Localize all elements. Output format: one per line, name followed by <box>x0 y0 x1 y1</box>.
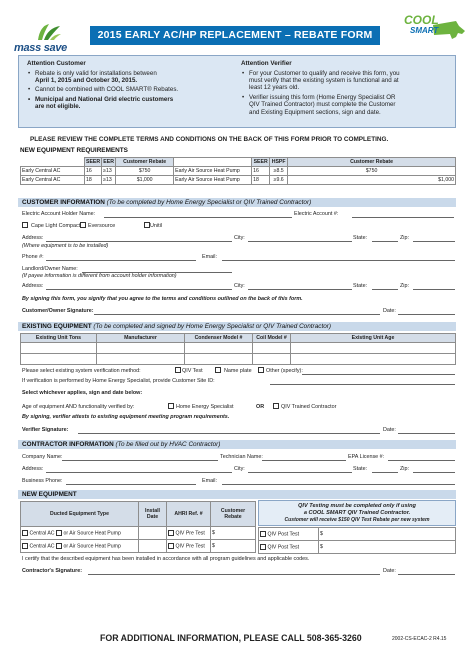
contractor-city-field[interactable] <box>248 472 352 473</box>
leaf-icon <box>36 22 62 42</box>
table-cell: $750 <box>116 167 174 176</box>
attention-item: • Cannot be combined with COOL SMART® Rebates. <box>27 86 227 93</box>
address-label: Address: <box>22 235 44 241</box>
attention-item: • Verifier issuing this form (Home Energy Specialist OR QIV Trained Contractor) must complete the Customer and Existing Equipment sections, sign and date. <box>241 94 453 116</box>
contractor-certify: I certify that the described equipment has been installed in accordance with all program guidelines and applicable codes. <box>22 556 310 562</box>
table-row[interactable] <box>21 343 456 354</box>
qiv-test-label: QIV Test <box>182 368 203 374</box>
verifier-date-field[interactable] <box>398 433 455 434</box>
attention-customer <box>27 60 227 111</box>
existing-equipment-table <box>20 333 456 365</box>
cool-logo-text: COOL <box>404 13 439 27</box>
table-header: EER <box>103 158 114 165</box>
contractor-date-label: Date: <box>383 568 396 574</box>
qiv-post-test-cell[interactable]: QIV Post Test <box>259 528 319 541</box>
table-row <box>21 176 456 185</box>
table-cell: 16 <box>252 167 270 176</box>
nameplate-label: Name plate <box>224 368 252 374</box>
or-label: OR <box>256 404 265 410</box>
zip2-label: Zip: <box>400 283 409 289</box>
eversource-checkbox[interactable] <box>80 222 86 228</box>
install-date-cell[interactable] <box>139 527 167 540</box>
mass-save-logo <box>14 22 84 58</box>
contractor-address-field[interactable] <box>46 472 232 473</box>
table-cell: 16 <box>85 167 102 176</box>
table-cell: ≥13 <box>102 176 116 185</box>
qiv-post-test-cell[interactable]: QIV Post Test <box>259 541 319 554</box>
verifier-certify: By signing, verifier attests to existing equipment meeting program requirements. <box>22 414 230 420</box>
table-cell: ≥9.6 <box>270 176 288 185</box>
age-verified-label: Age of equipment AND functionality verified by: <box>22 404 135 410</box>
verifier-date-label: Date: <box>383 427 396 433</box>
email-field[interactable] <box>222 260 455 261</box>
cape-light-label: Cape Light Compact <box>31 223 81 229</box>
site-id-label: If verification is performed by Home Energy Specialist, provide Customer Site ID: <box>22 378 215 384</box>
hes-checkbox[interactable] <box>168 403 174 409</box>
table-cell: ≥13 <box>102 167 116 176</box>
table-cell: $1,000 <box>116 176 174 185</box>
phone-field[interactable] <box>46 260 196 261</box>
table-row <box>259 541 456 554</box>
business-phone-label: Business Phone: <box>22 478 63 484</box>
smart-logo-text: SMART <box>410 26 439 35</box>
nameplate-checkbox[interactable] <box>215 367 221 373</box>
attention-panel <box>18 55 456 128</box>
technician-field[interactable] <box>262 460 346 461</box>
requirements-heading: NEW EQUIPMENT REQUIREMENTS <box>20 147 128 154</box>
zip-field[interactable] <box>413 241 455 242</box>
customer-signature-label: Customer/Owner Signature: <box>22 308 94 314</box>
table-header: Coil Model # <box>253 334 291 343</box>
verification-method-label: Please select existing system verification method: <box>22 368 141 374</box>
install-date-cell[interactable] <box>139 540 167 553</box>
customer-certify: By signing this form, you signify that you agree to the terms and conditions outlined on the back of this form. <box>22 296 303 302</box>
other-specify-field[interactable] <box>302 374 455 375</box>
table-header: AHRI Ref. # <box>167 502 211 527</box>
state-field[interactable] <box>372 241 398 242</box>
additional-info-footer: FOR ADDITIONAL INFORMATION, PLEASE CALL 508-365-3260 <box>100 633 362 643</box>
account-holder-field[interactable] <box>104 217 292 218</box>
table-cell: Early Central AC <box>21 176 85 185</box>
table-header: Ducted Equipment Type <box>21 502 139 527</box>
table-row <box>21 540 256 553</box>
ahri-ref-cell[interactable]: QIV Pre Test <box>167 540 211 553</box>
contractor-date-field[interactable] <box>398 574 455 575</box>
cape-light-checkbox[interactable] <box>22 222 28 228</box>
table-cell: 18 <box>85 176 102 185</box>
equipment-type-cell[interactable]: Central AC or Air Source Heat Pump <box>21 527 139 540</box>
other-label: Other (specify): <box>266 368 303 374</box>
existing-section-heading: EXISTING EQUIPMENT (To be completed and signed by Home Energy Specialist or QIV Trained Contractor) <box>18 322 456 331</box>
customer-signature-field[interactable] <box>94 314 380 315</box>
landlord-label: Landlord/Owner Name: <box>22 266 78 272</box>
new-equipment-table <box>20 501 256 553</box>
table-header: Existing Unit Age <box>291 334 456 343</box>
city-field[interactable] <box>248 241 352 242</box>
address2-label: Address: <box>22 283 44 289</box>
table-header: Install Date <box>139 502 167 527</box>
account-number-field[interactable] <box>352 217 454 218</box>
zip-label: Zip: <box>400 235 409 241</box>
table-row[interactable] <box>21 354 456 365</box>
contractor-zip-label: Zip: <box>400 466 409 472</box>
customer-date-field[interactable] <box>398 314 455 315</box>
business-phone-field[interactable] <box>66 484 196 485</box>
customer-date-label: Date: <box>383 308 396 314</box>
table-header: Customer Rebate <box>288 158 456 167</box>
contractor-state-label: State: <box>353 466 368 472</box>
table-row <box>259 528 456 541</box>
verifier-signature-label: Verifier Signature: <box>22 427 69 433</box>
new-equipment-heading: NEW EQUIPMENT <box>18 490 456 499</box>
contractor-email-field[interactable] <box>222 484 455 485</box>
contractor-zip-field[interactable] <box>413 472 455 473</box>
table-header: SEER <box>253 158 268 165</box>
account-number-label: Electric Account #: <box>294 211 339 217</box>
table-header: Customer Rebate <box>211 502 256 527</box>
city2-label: City: <box>234 283 245 289</box>
company-field[interactable] <box>62 460 218 461</box>
attention-customer-heading: Attention Customer <box>27 60 86 67</box>
table-cell: Early Central AC <box>21 167 85 176</box>
account-holder-label: Electric Account Holder Name: <box>22 211 96 217</box>
customer-section-heading: CUSTOMER INFORMATION (To be completed by Home Energy Specialist or QIV Trained Contractor) <box>18 198 456 207</box>
contractor-section-heading: CONTRACTOR INFORMATION (To be filled out by HVAC Contractor) <box>18 440 456 449</box>
table-header: HSPF <box>270 158 288 167</box>
contractor-city-label: City: <box>234 466 245 472</box>
qiv-testing-note: QIV Testing must be completed only if using a COOL SMART QIV Trained Contractor. Customer will receive $150 QIV Test Rebate per new system <box>258 500 456 526</box>
company-label: Company Name: <box>22 454 63 460</box>
select-applies-label: Select whichever applies, sign and date below: <box>22 390 143 396</box>
state2-label: State: <box>353 283 368 289</box>
epa-field[interactable] <box>388 460 455 461</box>
contractor-signature-field[interactable] <box>88 574 380 575</box>
please-review-notice: PLEASE REVIEW THE COMPLETE TERMS AND CONDITIONS ON THE BACK OF THIS FORM PRIOR TO COMPLETING. <box>30 136 389 143</box>
hes-label: Home Energy Specialist <box>176 404 234 410</box>
payee-hint: (If payee information is different from account holder information) <box>22 273 177 279</box>
table-cell: $750 <box>288 167 456 176</box>
epa-label: EPA License #: <box>348 454 385 460</box>
table-header: Manufacturer <box>97 334 185 343</box>
qiv-post-rebate-cell[interactable]: $ <box>319 541 456 554</box>
table-header: Existing Unit Tons <box>21 334 97 343</box>
ahri-ref-cell[interactable]: QIV Pre Test <box>167 527 211 540</box>
table-header: Customer Rebate <box>116 158 174 167</box>
table-cell: $1,000 <box>288 176 456 185</box>
state2-field[interactable] <box>372 289 398 290</box>
mass-save-logo-text: mass save <box>14 42 67 54</box>
table-cell: ≥8.5 <box>270 167 288 176</box>
contractor-state-field[interactable] <box>372 472 398 473</box>
table-row <box>21 167 456 176</box>
city2-field[interactable] <box>248 289 352 290</box>
other-checkbox[interactable] <box>258 367 264 373</box>
contractor-address-label: Address: <box>22 466 44 472</box>
table-header <box>174 158 252 167</box>
site-id-field[interactable] <box>270 384 455 385</box>
attention-item: • Municipal and National Grid electric customers are not eligible. <box>27 96 227 111</box>
address-field[interactable] <box>46 241 232 242</box>
table-cell: 18 <box>252 176 270 185</box>
table-header: Condenser Model # <box>185 334 253 343</box>
city-label: City: <box>234 235 245 241</box>
contractor-signature-label: Contractor's Signature: <box>22 568 82 574</box>
qiv-test-checkbox[interactable] <box>175 367 181 373</box>
cool-smart-logo <box>402 9 464 47</box>
form-code: 2002-CS-ECAC-2 R4.15 <box>392 636 447 642</box>
email-label: Email: <box>202 254 217 260</box>
table-header: SEER <box>86 158 101 165</box>
attention-verifier-heading: Attention Verifier <box>241 60 292 67</box>
qiv-contractor-checkbox[interactable] <box>273 403 279 409</box>
qiv-post-test-table <box>258 527 456 554</box>
attention-verifier <box>241 60 453 116</box>
customer-rebate-cell[interactable]: $ <box>211 527 256 540</box>
qiv-contractor-label: QIV Trained Contractor <box>281 404 337 410</box>
table-cell: Early Air Source Heat Pump <box>174 167 252 176</box>
requirements-table <box>20 157 456 185</box>
contractor-email-label: Email: <box>202 478 217 484</box>
zip2-field[interactable] <box>413 289 455 290</box>
unitil-label: Unitil <box>150 223 162 229</box>
equipment-type-cell[interactable]: Central AC or Air Source Heat Pump <box>21 540 139 553</box>
table-header <box>21 158 85 167</box>
state-label: State: <box>353 235 368 241</box>
verifier-signature-field[interactable] <box>78 433 380 434</box>
table-cell: Early Air Source Heat Pump <box>174 176 252 185</box>
table-row <box>21 527 256 540</box>
attention-item: • For your Customer to qualify and receive this form, you must verify that the existing system is functional and at least 12 years old. <box>241 70 453 92</box>
address2-field[interactable] <box>46 289 232 290</box>
qiv-post-rebate-cell[interactable]: $ <box>319 528 456 541</box>
form-title: 2015 EARLY AC/HP REPLACEMENT – REBATE FORM <box>90 26 380 45</box>
eversource-label: Eversource <box>88 223 116 229</box>
technician-label: Technician Name: <box>220 454 263 460</box>
phone-label: Phone #: <box>22 254 44 260</box>
address-hint: (Where equipment is to be installed) <box>22 243 109 249</box>
attention-item: • Rebate is only valid for installations between April 1, 2015 and October 30, 2015. <box>27 70 227 85</box>
customer-rebate-cell[interactable]: $ <box>211 540 256 553</box>
